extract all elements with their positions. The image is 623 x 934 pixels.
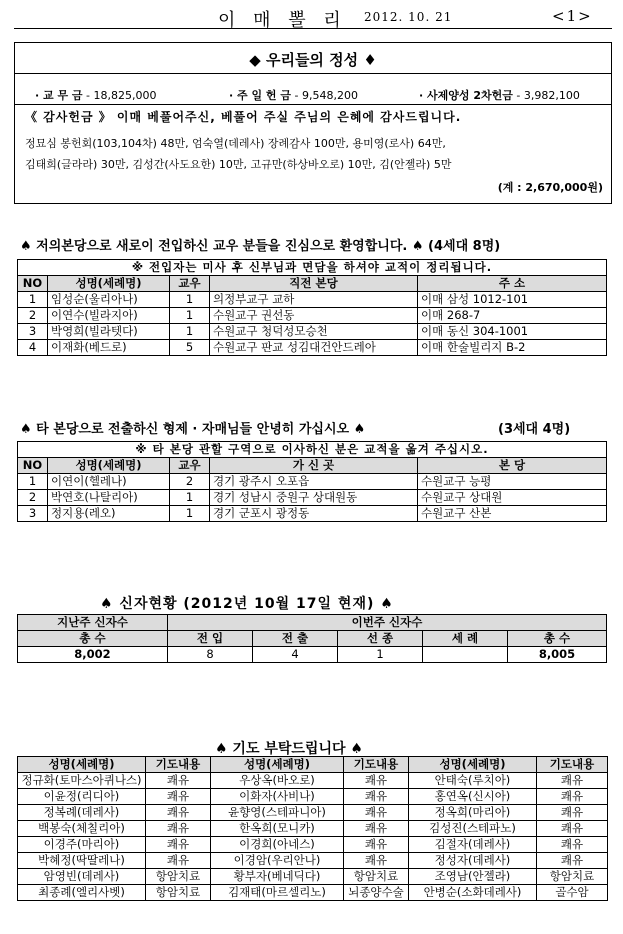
cell: 4 (18, 340, 48, 356)
table-row (18, 837, 608, 853)
cell: 정성자(데레사) (409, 853, 537, 869)
thanks-total: (계 : 2,670,000원) (497, 181, 603, 194)
cell: 수원교구 상대원 (418, 490, 607, 506)
column-header: 성명(세례명) (48, 276, 170, 292)
table-row (18, 490, 607, 506)
cell: 항암치료 (146, 885, 211, 901)
cell: 수원교구 청덕성모승천 (210, 324, 418, 340)
cell: 이화자(사비나) (211, 789, 344, 805)
table-header-row (18, 631, 607, 647)
cell: 백봉숙(체칠리아) (18, 821, 146, 837)
divider (15, 104, 611, 105)
table-row (18, 853, 608, 869)
table-row (18, 324, 607, 340)
table-row (18, 340, 607, 356)
divider (15, 73, 611, 74)
cell: 1 (338, 647, 423, 663)
cell: 1 (170, 490, 210, 506)
cell: 4 (253, 647, 338, 663)
column-header: 성명(세례명) (211, 757, 344, 773)
column-header: NO (18, 458, 48, 474)
offering-item-education: · 교 무 금 - 18,825,000 (35, 89, 157, 102)
cell: 쾌유 (344, 789, 409, 805)
cell: 정복례(데레사) (18, 805, 146, 821)
cell: 한옥희(모니카) (211, 821, 344, 837)
table-row (18, 308, 607, 324)
cell: 쾌유 (537, 821, 608, 837)
cell: 이매 268-7 (418, 308, 607, 324)
cell: 쾌유 (344, 853, 409, 869)
transfer-in-table (17, 259, 607, 356)
table-row (18, 885, 608, 901)
column-header: 전 출 (253, 631, 338, 647)
offering-item-seminary: · 사제양성 2차헌금 - 3,982,100 (419, 89, 580, 102)
cell: 1 (18, 292, 48, 308)
cell: 이연수(빌라지아) (48, 308, 170, 324)
transfer-out-heading: ♠ 타 본당으로 전출하신 형제 · 자매님들 안녕히 가십시오 ♠ (20, 422, 366, 437)
cell: 1 (18, 474, 48, 490)
table-row (18, 805, 608, 821)
cell: 안병순(소화데레사) (409, 885, 537, 901)
cell: 이재화(베드로) (48, 340, 170, 356)
column-header: 선 종 (338, 631, 423, 647)
cell: 1 (170, 292, 210, 308)
column-header: 주 소 (418, 276, 607, 292)
cell: 이경암(우리안나) (211, 853, 344, 869)
transfer-out-count: (3세대 4명) (498, 422, 571, 437)
cell: 쾌유 (146, 789, 211, 805)
cell (423, 647, 508, 663)
cell: 쾌유 (344, 837, 409, 853)
transfer-in-notice: ※ 전입자는 미사 후 신부님과 면담을 하셔야 교적이 정리됩니다. (18, 260, 607, 276)
donor-list-line1: 정묘심 봉헌회(103,104차) 48만, 엄숙열(데레사) 장례감사 100만, 용미영(로사) 64만, (25, 137, 446, 150)
prayer-heading: ♠ 기도 부탁드립니다 ♠ (215, 741, 363, 757)
cell: 수원교구 권선동 (210, 308, 418, 324)
cell: 이매 동신 304-1001 (418, 324, 607, 340)
table-row (18, 869, 608, 885)
cell: 경기 광주시 오포읍 (210, 474, 418, 490)
column-header: 기도내용 (146, 757, 211, 773)
cell: 쾌유 (146, 837, 211, 853)
table-row (18, 773, 608, 789)
cell: 조영남(안젤라) (409, 869, 537, 885)
cell: 1 (170, 324, 210, 340)
column-header: 교우 (170, 458, 210, 474)
cell: 항암치료 (344, 869, 409, 885)
transfer-in-heading: ♠ 저의본당으로 새로이 전입하신 교우 분들을 진심으로 환영합니다. ♠ (4세대 8명) (20, 239, 501, 254)
cell: 1 (170, 506, 210, 522)
cell: 1 (170, 308, 210, 324)
cell: 정규화(토마스아퀴나스) (18, 773, 146, 789)
cell: 쾌유 (537, 773, 608, 789)
cell: 수원교구 판교 성김대건안드레아 (210, 340, 418, 356)
cell: 이매 삼성 1012-101 (418, 292, 607, 308)
cell: 수원교구 산본 (418, 506, 607, 522)
cell: 3 (18, 506, 48, 522)
offering-item-sunday: · 주 일 헌 금 - 9,548,200 (229, 89, 358, 102)
cell: 쾌유 (146, 821, 211, 837)
cell: 쾌유 (537, 789, 608, 805)
cell: 황부자(베네딕다) (211, 869, 344, 885)
cell: 이경주(마리아) (18, 837, 146, 853)
cell: 의정부교구 교하 (210, 292, 418, 308)
cell: 2 (170, 474, 210, 490)
cell: 쾌유 (146, 773, 211, 789)
offering-title: ◆ 우리들의 정성 ♦ (249, 51, 377, 69)
cell: 쾌유 (537, 805, 608, 821)
table-header-row (18, 276, 607, 292)
bulletin-date: 2012. 10. 21 (364, 10, 453, 24)
cell: 3 (18, 324, 48, 340)
column-header: 기도내용 (344, 757, 409, 773)
column-header: 세 례 (423, 631, 508, 647)
table-row (18, 292, 607, 308)
column-header: 본 당 (418, 458, 607, 474)
table-header-row (18, 615, 607, 631)
cell: 2 (18, 308, 48, 324)
cell: 김절자(데레사) (409, 837, 537, 853)
cell: 우상옥(바오로) (211, 773, 344, 789)
cell: 쾌유 (537, 853, 608, 869)
cell: 2 (18, 490, 48, 506)
table-row (18, 506, 607, 522)
cell: 항암치료 (146, 869, 211, 885)
cell: 항암치료 (537, 869, 608, 885)
prayer-table (17, 756, 608, 901)
page-number: <1> (552, 7, 593, 25)
cell: 안태숙(루치아) (409, 773, 537, 789)
column-header: 총 수 (508, 631, 607, 647)
cell: 박연호(나탈리아) (48, 490, 170, 506)
cell: 5 (170, 340, 210, 356)
cell: 최종례(엘리사벳) (18, 885, 146, 901)
cell: 골수암 (537, 885, 608, 901)
cell: 8,002 (18, 647, 168, 663)
column-header: 직전 본당 (210, 276, 418, 292)
bulletin-title: 이 매 뽈 리 (218, 10, 347, 31)
cell: 쾌유 (344, 821, 409, 837)
cell: 쾌유 (344, 805, 409, 821)
prayer-rows (18, 773, 608, 901)
cell: 이경희(아네스) (211, 837, 344, 853)
column-header: 성명(세례명) (18, 757, 146, 773)
cell: 김재태(마르셀리노) (211, 885, 344, 901)
column-header: NO (18, 276, 48, 292)
cell: 쾌유 (146, 805, 211, 821)
cell: 경기 군포시 광정동 (210, 506, 418, 522)
column-header: 이번주 신자수 (168, 615, 607, 631)
column-header: 성명(세례명) (409, 757, 537, 773)
table-row (18, 789, 608, 805)
cell: 암영빈(데레사) (18, 869, 146, 885)
cell: 박혜정(딱딸레나) (18, 853, 146, 869)
cell: 임성순(울리아나) (48, 292, 170, 308)
offering-box (14, 42, 612, 204)
column-header: 교우 (170, 276, 210, 292)
status-table (17, 614, 607, 663)
cell: 홍연옥(신시아) (409, 789, 537, 805)
cell: 쾌유 (537, 837, 608, 853)
column-header: 기도내용 (537, 757, 608, 773)
cell: 이매 한술빌리지 B-2 (418, 340, 607, 356)
thanks-heading: 《 감사헌금 》 이매 베풀어주신, 베풀어 주실 주님의 은혜에 감사드립니다. (25, 110, 462, 124)
column-header: 성명(세례명) (48, 458, 170, 474)
column-header: 총 수 (18, 631, 168, 647)
cell: 이연이(헬레나) (48, 474, 170, 490)
donor-list-line2: 김태희(글라라) 30만, 김성간(사도요한) 10만, 고규만(하상바오로) 10만, 김(안젤라) 5만 (25, 158, 452, 171)
cell: 쾌유 (344, 773, 409, 789)
cell: 김성진(스테파노) (409, 821, 537, 837)
cell: 윤향영(스테파니아) (211, 805, 344, 821)
cell: 8,005 (508, 647, 607, 663)
status-heading: ♠ 신자현황 (2012년 10월 17일 현재) ♠ (100, 596, 394, 612)
table-row (18, 821, 608, 837)
cell: 정옥희(마리아) (409, 805, 537, 821)
cell: 8 (168, 647, 253, 663)
column-header: 지난주 신자수 (18, 615, 168, 631)
cell: 수원교구 능평 (418, 474, 607, 490)
column-header: 가 신 곳 (210, 458, 418, 474)
cell: 경기 성남시 중원구 상대원동 (210, 490, 418, 506)
table-row (18, 474, 607, 490)
cell: 박영희(빌라텟다) (48, 324, 170, 340)
cell: 정지용(레오) (48, 506, 170, 522)
column-header: 전 입 (168, 631, 253, 647)
transfer-out-notice: ※ 타 본당 관할 구역으로 이사하신 분은 교적을 옮겨 주십시오. (18, 442, 607, 458)
cell: 이윤정(리디아) (18, 789, 146, 805)
transfer-out-table (17, 441, 607, 522)
cell: 쾌유 (146, 853, 211, 869)
bulletin-header (14, 4, 612, 29)
table-header-row (18, 757, 608, 773)
table-header-row (18, 458, 607, 474)
cell: 뇌종양수술 (344, 885, 409, 901)
table-row (18, 647, 607, 663)
